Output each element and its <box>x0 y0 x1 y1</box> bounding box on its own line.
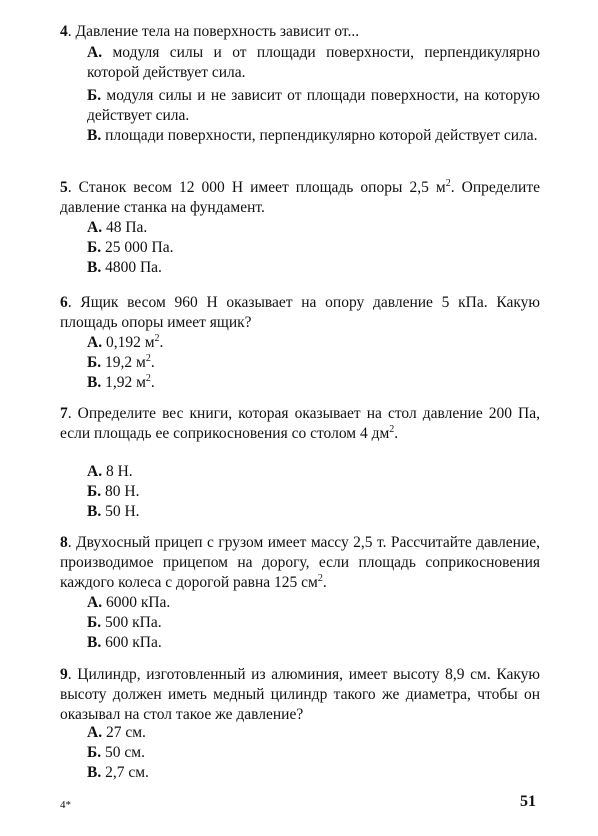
option-letter: В. <box>87 634 102 651</box>
option-text-end: . <box>150 354 155 371</box>
option-text: 500 кПа. <box>101 614 162 631</box>
option-c <box>87 763 149 783</box>
option-letter: В. <box>87 374 102 391</box>
option-letter: В. <box>87 503 102 520</box>
option-letter: В. <box>87 259 102 276</box>
option-letter: Б. <box>87 354 102 371</box>
option-letter: Б. <box>87 744 102 761</box>
option-text: 19,2 м <box>101 354 146 371</box>
option-text: 27 см. <box>102 724 146 741</box>
option-text: 48 Па. <box>102 219 148 236</box>
option-a <box>87 218 147 238</box>
option-letter: А. <box>87 44 103 61</box>
option-letter: В. <box>87 764 102 781</box>
page-number: 51 <box>520 793 536 810</box>
option-c <box>87 502 140 522</box>
option-text: 1,92 м <box>101 374 146 391</box>
question-text: . Ящик весом 960 Н оказывает на опору давление 5 кПа. Какую площадь опоры имеет ящик? <box>60 294 540 331</box>
option-b <box>87 238 173 258</box>
question-number: 8 <box>60 534 68 551</box>
option-c <box>87 373 155 393</box>
option-text: 50 Н. <box>101 503 140 520</box>
option-text: модуля силы и не зависит от площади поверхности, на которую действует сила. <box>87 87 540 124</box>
question-text-end: . <box>322 574 327 591</box>
printer-signature: 4* <box>60 799 71 811</box>
option-a <box>87 462 133 482</box>
option-c <box>87 633 162 653</box>
option-letter: А. <box>87 219 103 236</box>
superscript: 2 <box>145 373 151 384</box>
option-b <box>87 86 540 126</box>
option-c <box>87 258 162 278</box>
option-text: площади поверхности, перпендикулярно которой действует сила. <box>101 127 538 144</box>
option-letter: Б. <box>87 87 102 104</box>
option-letter: А. <box>87 334 103 351</box>
option-text: 600 кПа. <box>101 634 162 651</box>
question-7 <box>60 404 540 444</box>
option-text-end: . <box>150 374 155 391</box>
question-number: 4 <box>60 23 68 40</box>
question-text: . Цилиндр, изготовленный из алюминия, имеет высоту 8,9 см. Какую высоту должен иметь медный цилиндр такого же диаметра, чтобы он оказывал на стол такое же давление? <box>60 666 540 723</box>
option-a <box>87 333 163 353</box>
question-number: 9 <box>60 666 68 683</box>
option-text: 6000 кПа. <box>102 594 171 611</box>
option-letter: В. <box>87 127 102 144</box>
option-text-end: . <box>159 334 164 351</box>
question-text-end: . <box>394 425 399 442</box>
option-a <box>87 723 146 743</box>
superscript: 2 <box>389 424 395 435</box>
option-letter: Б. <box>87 239 102 256</box>
option-b <box>87 743 145 763</box>
option-c <box>87 126 540 146</box>
option-letter: А. <box>87 724 103 741</box>
option-b <box>87 353 155 373</box>
question-text-end: . Определите давление станка на фундамент. <box>60 179 540 216</box>
option-a <box>87 593 170 613</box>
option-text: 50 см. <box>101 744 145 761</box>
superscript: 2 <box>317 573 323 584</box>
option-letter: Б. <box>87 614 102 631</box>
question-text: . Двухосный прицеп с грузом имеет массу 2,5 т. Рассчитайте давление, производимое прицепом на дорогу, если площадь соприкосновения каждого колеса с дорогой равна 125 см <box>60 534 540 591</box>
option-b <box>87 482 139 502</box>
question-4 <box>60 22 540 42</box>
option-text: 4800 Па. <box>101 259 162 276</box>
question-text: . Определите вес книги, которая оказывает на стол давление 200 Па, если площадь ее соприкосновения со столом 4 дм <box>60 405 540 442</box>
option-text: 80 Н. <box>101 483 140 500</box>
option-letter: А. <box>87 594 103 611</box>
option-text: 8 Н. <box>102 463 133 480</box>
question-9 <box>60 665 540 725</box>
question-text: . Давление тела на поверхность зависит от... <box>67 23 360 40</box>
option-text: 25 000 Па. <box>101 239 174 256</box>
option-letter: А. <box>87 463 103 480</box>
option-text: 0,192 м <box>102 334 155 351</box>
superscript: 2 <box>154 333 160 344</box>
question-number: 5 <box>60 179 68 196</box>
option-text: модуля силы и от площади поверхности, перпендикулярно которой действует сила. <box>87 44 540 81</box>
question-6 <box>60 293 540 333</box>
question-text: . Станок весом 12 000 Н имеет площадь опоры 2,5 м <box>67 179 446 196</box>
question-5 <box>60 178 540 218</box>
option-text: 2,7 см. <box>101 764 149 781</box>
superscript: 2 <box>145 353 151 364</box>
question-number: 7 <box>60 405 68 422</box>
question-8 <box>60 533 540 593</box>
superscript: 2 <box>445 178 451 189</box>
option-b <box>87 613 162 633</box>
question-number: 6 <box>60 294 68 311</box>
option-a <box>87 43 540 83</box>
option-letter: Б. <box>87 483 102 500</box>
